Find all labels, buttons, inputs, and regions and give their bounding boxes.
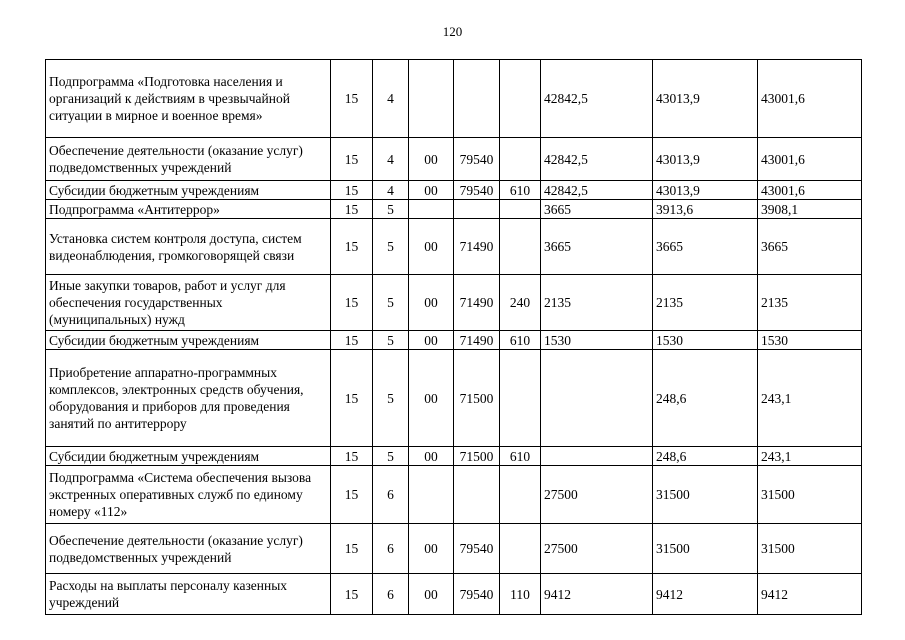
cell-code-2: 4 <box>373 181 409 200</box>
row-name: Субсидии бюджетным учреждениям <box>46 447 331 466</box>
cell-code-1: 15 <box>331 181 373 200</box>
cell-code-1: 15 <box>331 350 373 447</box>
cell-amount-2: 1530 <box>653 331 758 350</box>
cell-amount-3: 43001,6 <box>758 138 862 181</box>
cell-code-3: 00 <box>409 447 454 466</box>
cell-amount-3: 43001,6 <box>758 181 862 200</box>
cell-code-3: 00 <box>409 138 454 181</box>
cell-amount-2: 43013,9 <box>653 138 758 181</box>
cell-code-5: 240 <box>500 275 541 331</box>
cell-code-4: 71500 <box>454 447 500 466</box>
cell-amount-2: 43013,9 <box>653 60 758 138</box>
row-name: Подпрограмма «Антитеррор» <box>46 200 331 219</box>
cell-amount-2: 248,6 <box>653 447 758 466</box>
cell-code-2: 5 <box>373 219 409 275</box>
table-row <box>46 331 862 350</box>
cell-amount-1 <box>541 447 653 466</box>
cell-amount-3: 3908,1 <box>758 200 862 219</box>
row-name: Расходы на выплаты персоналу казенных учреждений <box>46 574 331 615</box>
row-name: Подпрограмма «Система обеспечения вызова экстренных оперативных служб по единому номеру «112» <box>46 466 331 524</box>
cell-code-5 <box>500 219 541 275</box>
cell-amount-3: 3665 <box>758 219 862 275</box>
cell-code-2: 4 <box>373 138 409 181</box>
cell-amount-1: 2135 <box>541 275 653 331</box>
cell-code-2: 5 <box>373 447 409 466</box>
cell-amount-1: 9412 <box>541 574 653 615</box>
cell-amount-2: 9412 <box>653 574 758 615</box>
cell-code-5 <box>500 466 541 524</box>
table-row <box>46 574 862 615</box>
cell-amount-2: 43013,9 <box>653 181 758 200</box>
cell-code-5 <box>500 350 541 447</box>
table-row <box>46 181 862 200</box>
cell-amount-3: 2135 <box>758 275 862 331</box>
cell-amount-3: 31500 <box>758 524 862 574</box>
cell-code-5: 610 <box>500 181 541 200</box>
row-name: Субсидии бюджетным учреждениям <box>46 181 331 200</box>
cell-code-5 <box>500 60 541 138</box>
cell-code-1: 15 <box>331 60 373 138</box>
cell-amount-1: 42842,5 <box>541 138 653 181</box>
row-name: Субсидии бюджетным учреждениям <box>46 331 331 350</box>
table-row <box>46 275 862 331</box>
cell-code-5: 110 <box>500 574 541 615</box>
cell-code-4: 71500 <box>454 350 500 447</box>
cell-amount-2: 248,6 <box>653 350 758 447</box>
cell-amount-3: 243,1 <box>758 350 862 447</box>
cell-code-2: 6 <box>373 574 409 615</box>
cell-code-4: 71490 <box>454 275 500 331</box>
cell-code-1: 15 <box>331 275 373 331</box>
cell-code-2: 5 <box>373 350 409 447</box>
cell-amount-1 <box>541 350 653 447</box>
cell-amount-1: 27500 <box>541 524 653 574</box>
budget-table <box>45 59 862 615</box>
cell-code-4: 71490 <box>454 331 500 350</box>
cell-amount-3: 1530 <box>758 331 862 350</box>
cell-code-3 <box>409 200 454 219</box>
cell-amount-2: 2135 <box>653 275 758 331</box>
cell-code-3: 00 <box>409 350 454 447</box>
cell-amount-3: 43001,6 <box>758 60 862 138</box>
cell-code-1: 15 <box>331 138 373 181</box>
cell-amount-3: 9412 <box>758 574 862 615</box>
cell-amount-3: 243,1 <box>758 447 862 466</box>
row-name: Обеспечение деятельности (оказание услуг) подведомственных учреждений <box>46 138 331 181</box>
cell-code-5: 610 <box>500 447 541 466</box>
cell-amount-1: 42842,5 <box>541 60 653 138</box>
cell-code-4: 79540 <box>454 524 500 574</box>
cell-code-3 <box>409 466 454 524</box>
table-row <box>46 200 862 219</box>
page-number: 120 <box>442 24 463 39</box>
cell-code-1: 15 <box>331 219 373 275</box>
cell-amount-1: 3665 <box>541 200 653 219</box>
cell-code-4: 79540 <box>454 574 500 615</box>
table-row <box>46 524 862 574</box>
cell-code-3 <box>409 60 454 138</box>
cell-code-3: 00 <box>409 331 454 350</box>
cell-code-4 <box>454 60 500 138</box>
cell-code-4: 71490 <box>454 219 500 275</box>
cell-amount-1: 27500 <box>541 466 653 524</box>
cell-code-1: 15 <box>331 466 373 524</box>
cell-code-3: 00 <box>409 574 454 615</box>
cell-code-2: 4 <box>373 60 409 138</box>
cell-code-4: 79540 <box>454 138 500 181</box>
table-row <box>46 219 862 275</box>
cell-code-1: 15 <box>331 200 373 219</box>
cell-code-3: 00 <box>409 275 454 331</box>
cell-code-2: 6 <box>373 466 409 524</box>
table-row <box>46 350 862 447</box>
cell-code-1: 15 <box>331 331 373 350</box>
table-row <box>46 447 862 466</box>
cell-code-5 <box>500 138 541 181</box>
cell-code-5 <box>500 200 541 219</box>
cell-code-3: 00 <box>409 181 454 200</box>
row-name: Обеспечение деятельности (оказание услуг) подведомственных учреждений <box>46 524 331 574</box>
cell-code-1: 15 <box>331 447 373 466</box>
cell-code-3: 00 <box>409 524 454 574</box>
cell-amount-2: 31500 <box>653 524 758 574</box>
row-name: Установка систем контроля доступа, систем видеонаблюдения, громкоговорящей связи <box>46 219 331 275</box>
table-row <box>46 60 862 138</box>
cell-code-4 <box>454 466 500 524</box>
row-name: Иные закупки товаров, работ и услуг для обеспечения государственных (муниципальных) нужд <box>46 275 331 331</box>
cell-code-2: 5 <box>373 275 409 331</box>
cell-code-4: 79540 <box>454 181 500 200</box>
table-row <box>46 138 862 181</box>
cell-amount-3: 31500 <box>758 466 862 524</box>
cell-amount-2: 3665 <box>653 219 758 275</box>
row-name: Подпрограмма «Подготовка населения и организаций к действиям в чрезвычайной ситуации в мирное и военное время» <box>46 60 331 138</box>
cell-code-5 <box>500 524 541 574</box>
cell-code-2: 5 <box>373 200 409 219</box>
cell-code-3: 00 <box>409 219 454 275</box>
cell-amount-1: 3665 <box>541 219 653 275</box>
cell-amount-1: 1530 <box>541 331 653 350</box>
table-row <box>46 466 862 524</box>
cell-code-2: 5 <box>373 331 409 350</box>
cell-amount-2: 31500 <box>653 466 758 524</box>
cell-code-2: 6 <box>373 524 409 574</box>
row-name: Приобретение аппаратно-программных комплексов, электронных средств обучения, оборудования и приборов для проведения занятий по антитеррору <box>46 350 331 447</box>
cell-code-1: 15 <box>331 524 373 574</box>
cell-code-1: 15 <box>331 574 373 615</box>
cell-amount-2: 3913,6 <box>653 200 758 219</box>
cell-amount-1: 42842,5 <box>541 181 653 200</box>
cell-code-5: 610 <box>500 331 541 350</box>
cell-code-4 <box>454 200 500 219</box>
